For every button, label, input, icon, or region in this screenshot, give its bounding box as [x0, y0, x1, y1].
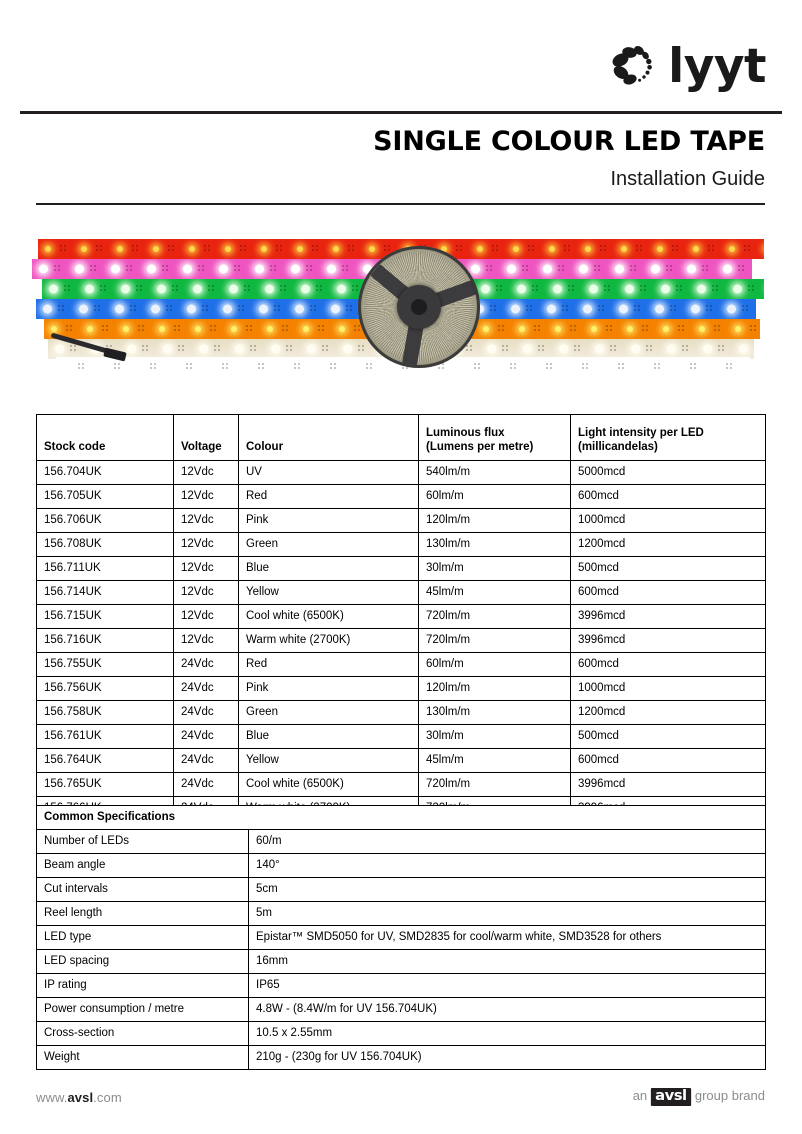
header-divider-thick — [20, 111, 782, 114]
table-cell: Red — [239, 485, 419, 509]
led-tape-reel — [358, 246, 480, 368]
specs-table-body — [37, 830, 766, 1070]
page-footer — [36, 1085, 765, 1109]
lyyt-logo — [606, 36, 766, 96]
footer-url-prefix: www. — [36, 1089, 68, 1105]
table-cell: Pink — [239, 509, 419, 533]
column-header-3 — [239, 415, 419, 461]
spec-label: Number of LEDs — [37, 830, 249, 854]
table-cell: Red — [239, 653, 419, 677]
spec-value: IP65 — [249, 974, 766, 998]
table-row — [37, 605, 766, 629]
table-cell: 24Vdc — [174, 749, 239, 773]
table-cell: 60lm/m — [419, 485, 571, 509]
spec-value: 210g - (230g for UV 156.704UK) — [249, 1046, 766, 1070]
column-header-line: (millicandelas) — [578, 441, 658, 453]
spec-row — [37, 878, 766, 902]
table-cell: 720lm/m — [419, 773, 571, 797]
spec-label: LED spacing — [37, 950, 249, 974]
product-image — [38, 239, 764, 377]
product-specification-table — [36, 414, 766, 821]
table-row — [37, 653, 766, 677]
spec-value: 5m — [249, 902, 766, 926]
table-cell: 3996mcd — [571, 773, 766, 797]
table-cell: 156.714UK — [37, 581, 174, 605]
product-table-head — [37, 415, 766, 461]
table-cell: 24Vdc — [174, 677, 239, 701]
table-cell: 156.765UK — [37, 773, 174, 797]
table-cell: 600mcd — [571, 749, 766, 773]
spec-value: 4.8W - (8.4W/m for UV 156.704UK) — [249, 998, 766, 1022]
table-header-row — [37, 415, 766, 461]
table-cell: 12Vdc — [174, 509, 239, 533]
page-title: SINGLE COLOUR LED TAPE — [373, 126, 765, 157]
table-cell: 5000mcd — [571, 461, 766, 485]
column-header-2 — [174, 415, 239, 461]
column-header-5 — [571, 415, 766, 461]
spec-label: Beam angle — [37, 854, 249, 878]
table-cell: 156.711UK — [37, 557, 174, 581]
specs-title: Common Specifications — [37, 806, 766, 830]
lyyt-wordmark: lyyt — [668, 38, 766, 94]
table-cell: Yellow — [239, 749, 419, 773]
spec-row — [37, 902, 766, 926]
table-cell: 600mcd — [571, 581, 766, 605]
table-cell: 540lm/m — [419, 461, 571, 485]
table-cell: 720lm/m — [419, 629, 571, 653]
spec-label: IP rating — [37, 974, 249, 998]
table-row — [37, 629, 766, 653]
footer-url-suffix: .com — [93, 1089, 122, 1105]
table-cell: 12Vdc — [174, 533, 239, 557]
table-cell: 3996mcd — [571, 605, 766, 629]
spec-row — [37, 974, 766, 998]
table-cell: 45lm/m — [419, 749, 571, 773]
footer-group-brand — [633, 1088, 765, 1106]
common-specifications-table — [36, 805, 766, 1070]
table-row — [37, 725, 766, 749]
table-cell: 156.708UK — [37, 533, 174, 557]
title-block — [36, 126, 765, 192]
table-cell: 24Vdc — [174, 701, 239, 725]
table-cell: 30lm/m — [419, 725, 571, 749]
footer-brand-suffix: group brand — [694, 1088, 765, 1103]
page-subtitle: Installation Guide — [610, 168, 765, 190]
product-table-body — [37, 461, 766, 821]
spec-row — [37, 830, 766, 854]
table-cell: 1200mcd — [571, 533, 766, 557]
table-cell: 1000mcd — [571, 509, 766, 533]
table-cell: Warm white (2700K) — [239, 629, 419, 653]
table-cell: Yellow — [239, 581, 419, 605]
table-cell: 1000mcd — [571, 677, 766, 701]
column-header-line: Colour — [246, 441, 284, 453]
table-cell: Green — [239, 701, 419, 725]
spec-label: Weight — [37, 1046, 249, 1070]
table-cell: 130lm/m — [419, 533, 571, 557]
table-row — [37, 749, 766, 773]
spec-label: Cut intervals — [37, 878, 249, 902]
spec-label: Cross-section — [37, 1022, 249, 1046]
table-row — [37, 773, 766, 797]
table-row — [37, 677, 766, 701]
table-cell: 12Vdc — [174, 629, 239, 653]
table-cell: 45lm/m — [419, 581, 571, 605]
specs-title-row — [37, 806, 766, 830]
spec-value: 5cm — [249, 878, 766, 902]
table-row — [37, 509, 766, 533]
table-cell: Blue — [239, 557, 419, 581]
column-header-line: Voltage — [181, 441, 222, 453]
table-cell: 12Vdc — [174, 581, 239, 605]
table-cell: Pink — [239, 677, 419, 701]
table-cell: 156.756UK — [37, 677, 174, 701]
footer-brand-prefix: an — [632, 1088, 648, 1103]
footer-url-brand: avsl — [67, 1089, 94, 1105]
table-row — [37, 461, 766, 485]
spec-row — [37, 1046, 766, 1070]
table-cell: UV — [239, 461, 419, 485]
table-cell: 156.704UK — [37, 461, 174, 485]
footer-website-link[interactable] — [36, 1090, 122, 1105]
table-cell: 12Vdc — [174, 557, 239, 581]
table-cell: Cool white (6500K) — [239, 605, 419, 629]
table-cell: 130lm/m — [419, 701, 571, 725]
spec-label: Reel length — [37, 902, 249, 926]
title-divider-thin — [36, 203, 765, 205]
table-cell: 120lm/m — [419, 677, 571, 701]
table-cell: 156.715UK — [37, 605, 174, 629]
table-cell: 156.758UK — [37, 701, 174, 725]
column-header-line: Light intensity per LED — [578, 427, 704, 439]
table-row — [37, 581, 766, 605]
table-cell: 500mcd — [571, 557, 766, 581]
table-cell: 30lm/m — [419, 557, 571, 581]
table-cell: 156.705UK — [37, 485, 174, 509]
table-row — [37, 557, 766, 581]
spec-value: 140° — [249, 854, 766, 878]
reel-cable-icon — [42, 335, 132, 369]
spec-label: LED type — [37, 926, 249, 950]
table-cell: 600mcd — [571, 653, 766, 677]
table-row — [37, 533, 766, 557]
table-cell: 60lm/m — [419, 653, 571, 677]
table-cell: 24Vdc — [174, 725, 239, 749]
table-cell: 156.761UK — [37, 725, 174, 749]
table-cell: 156.755UK — [37, 653, 174, 677]
spec-row — [37, 998, 766, 1022]
table-cell: 12Vdc — [174, 461, 239, 485]
table-cell: 156.764UK — [37, 749, 174, 773]
column-header-1 — [37, 415, 174, 461]
table-cell: 600mcd — [571, 485, 766, 509]
table-cell: 120lm/m — [419, 509, 571, 533]
table-cell: 156.716UK — [37, 629, 174, 653]
column-header-4 — [419, 415, 571, 461]
table-cell: 12Vdc — [174, 485, 239, 509]
spec-row — [37, 926, 766, 950]
table-cell: 24Vdc — [174, 773, 239, 797]
spec-value: 10.5 x 2.55mm — [249, 1022, 766, 1046]
column-header-line: Stock code — [44, 441, 106, 453]
table-cell: 720lm/m — [419, 605, 571, 629]
table-cell: 1200mcd — [571, 701, 766, 725]
column-header-line: (Lumens per metre) — [426, 441, 534, 453]
spec-value: 16mm — [249, 950, 766, 974]
table-cell: 12Vdc — [174, 605, 239, 629]
avsl-logo: avsl — [651, 1088, 691, 1106]
spec-row — [37, 950, 766, 974]
spec-value: 60/m — [249, 830, 766, 854]
table-cell: 3996mcd — [571, 629, 766, 653]
table-cell: Green — [239, 533, 419, 557]
spec-row — [37, 854, 766, 878]
column-header-line: Luminous flux — [426, 427, 505, 439]
table-cell: 24Vdc — [174, 653, 239, 677]
spec-value: Epistar™ SMD5050 for UV, SMD2835 for cool/warm white, SMD3528 for others — [249, 926, 766, 950]
table-row — [37, 485, 766, 509]
table-cell: 500mcd — [571, 725, 766, 749]
table-cell: 156.706UK — [37, 509, 174, 533]
spec-label: Power consumption / metre — [37, 998, 249, 1022]
lyyt-petal-circle-icon — [606, 39, 660, 93]
table-row — [37, 701, 766, 725]
table-cell: Cool white (6500K) — [239, 773, 419, 797]
spec-row — [37, 1022, 766, 1046]
table-cell: Blue — [239, 725, 419, 749]
